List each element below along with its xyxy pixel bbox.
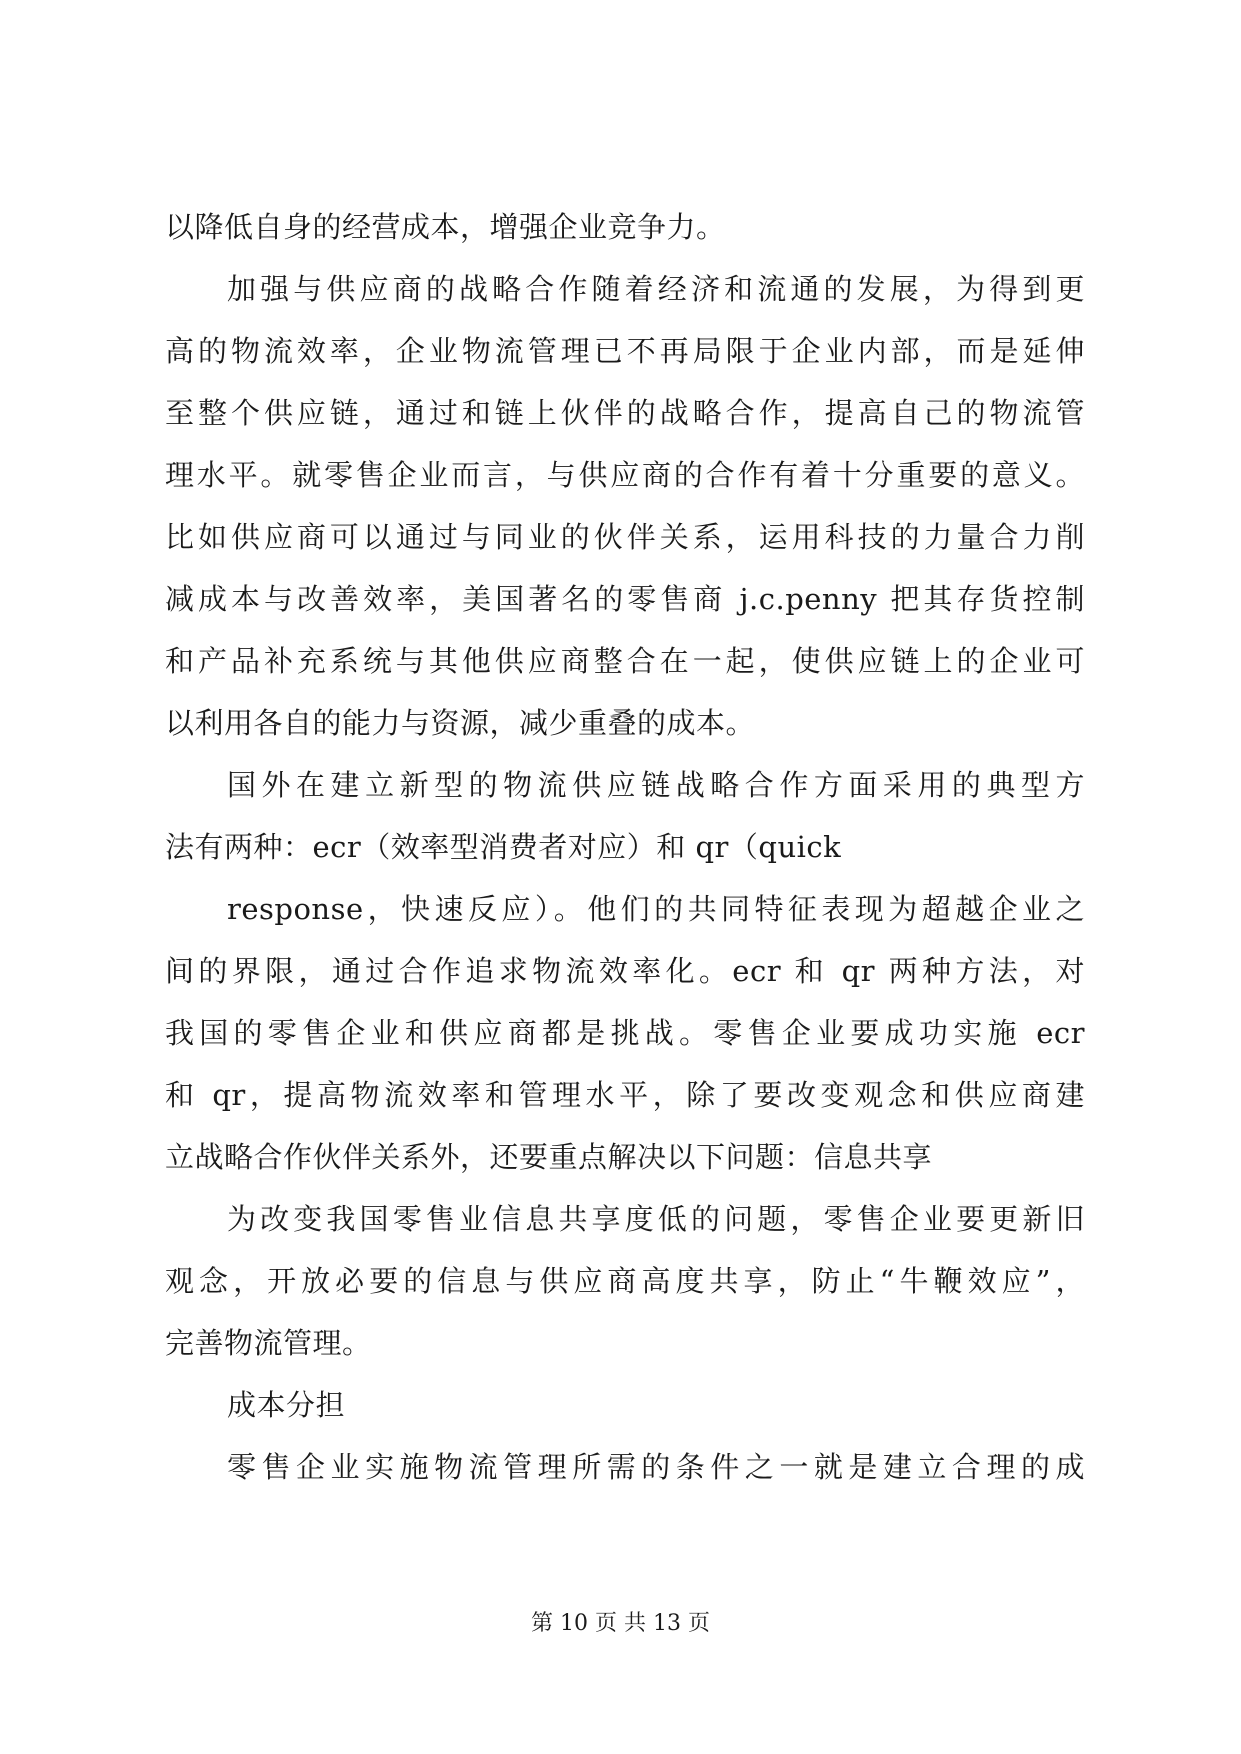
text-line: 零售企业实施物流管理所需的条件之一就是建立合理的成 — [227, 1450, 1085, 1484]
text-line: 至整个供应链，通过和链上伙伴的战略合作，提高自己的物流管 — [165, 396, 1085, 430]
body-text — [165, 196, 1085, 1498]
text-line: 为改变我国零售业信息共享度低的问题，零售企业要更新旧 — [227, 1202, 1085, 1236]
text-line: 减成本与改善效率，美国著名的零售商 j.c.penny 把其存货控制 — [165, 582, 1085, 616]
text-line: 成本分担 — [227, 1388, 346, 1422]
text-line: 立战略合作伙伴关系外，还要重点解决以下问题：信息共享 — [165, 1140, 933, 1174]
text-line: response，快速反应）。他们的共同特征表现为超越企业之 — [227, 892, 1085, 926]
text-line: 法有两种：ecr（效率型消费者对应）和 qr（quick — [165, 830, 842, 864]
text-line: 以利用各自的能力与资源，减少重叠的成本。 — [165, 706, 756, 740]
text-line: 高的物流效率，企业物流管理已不再局限于企业内部，而是延伸 — [165, 334, 1085, 368]
text-line: 国外在建立新型的物流供应链战略合作方面采用的典型方 — [227, 768, 1085, 802]
text-line: 和 qr，提高物流效率和管理水平，除了要改变观念和供应商建 — [165, 1078, 1085, 1112]
text-line: 间的界限，通过合作追求物流效率化。ecr 和 qr 两种方法，对 — [165, 954, 1085, 988]
text-line: 我国的零售企业和供应商都是挑战。零售企业要成功实施 ecr — [165, 1016, 1085, 1050]
page-number-footer: 第 10 页 共 13 页 — [531, 1611, 710, 1636]
text-line: 比如供应商可以通过与同业的伙伴关系，运用科技的力量合力削 — [165, 520, 1085, 554]
text-line: 观念，开放必要的信息与供应商高度共享，防止“牛鞭效应”， — [165, 1264, 1085, 1298]
text-line: 完善物流管理。 — [165, 1326, 372, 1360]
text-line: 以降低自身的经营成本，增强企业竞争力。 — [165, 210, 726, 244]
text-line: 加强与供应商的战略合作随着经济和流通的发展，为得到更 — [227, 272, 1085, 306]
text-line: 理水平。就零售企业而言，与供应商的合作有着十分重要的意义。 — [165, 458, 1085, 492]
text-line: 和产品补充系统与其他供应商整合在一起，使供应链上的企业可 — [165, 644, 1085, 678]
